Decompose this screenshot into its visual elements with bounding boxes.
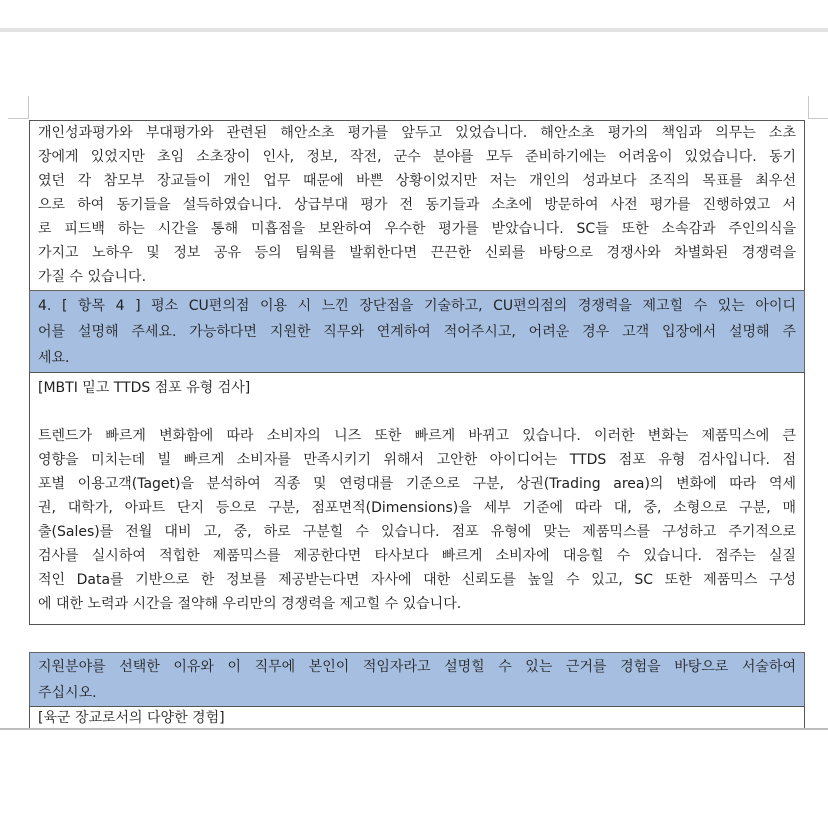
previous-answer-cell — [29, 120, 805, 291]
question-line: 어를 설명해 주세요. 가능하다면 지원한 직무와 연계하여 적어주시고, 어려운 경우 고객 입장에서 설명해 주 — [38, 324, 796, 340]
question-line: 4. [ 항목 4 ] 평소 CU편의점 이용 시 느낀 장단점을 기술하고, CU편의점의 경쟁력을 제고힐 수 있는 아이디 — [38, 298, 796, 314]
blank-line — [38, 400, 796, 424]
text-line: 가질 수 있습니다. — [38, 269, 147, 285]
answer-title: [MBTI 밑고 TTDS 점포 유형 검사] — [38, 380, 251, 396]
question-line: 지원분야를 선택한 이유와 이 직무에 본인이 적임자라고 설명힐 수 있는 근거를 경험을 바탕으로 서술하여 — [38, 659, 796, 675]
text-line: 포별 이용고객(Taget)을 분석하여 직종 및 연령대를 기준으로 구분, 상권(Trading area)의 변화에 따라 역세 — [38, 476, 796, 492]
text-line: 였던 각 참모부 장교들이 개인 업무 때문에 바쁜 상황이었지만 저는 개인의 성과보다 조직의 목표를 최우선 — [38, 173, 796, 189]
text-line: 로 피드백 하는 시간을 통해 미흡점을 보완하여 우수한 평가를 받았습니다. SC들 또한 소속감과 주인의식을 — [38, 221, 796, 237]
text-line: 개인성과평가와 부대평가와 관련된 해안소초 평가를 앞두고 있었습니다. 해안소초 평가의 책임과 의무는 소초 — [38, 125, 796, 141]
answer-title: [육군 장교로서의 다양한 경험] — [38, 710, 225, 726]
text-line: 장에게 있었지만 초임 소초장이 인사, 정보, 작전, 군수 분야를 모두 준비하기에는 어려움이 있었습니다. 동기 — [38, 149, 796, 165]
text-line: 가지고 노하우 및 정보 공유 등의 팀웍를 발휘한다면 끈끈한 신뢰를 바탕으로 경쟁사와 차별화된 경쟁력을 — [38, 245, 796, 261]
text-line: 으로 하여 동기들을 설득하였습니다. 상급부대 평가 전 동기들과 소초에 방문하여 사전 평가를 진행하였고 서 — [38, 197, 796, 213]
page-corner-mark-right — [808, 96, 828, 119]
question-4-cell — [29, 290, 805, 373]
answer-5-cell — [29, 706, 805, 730]
question-5-cell — [29, 652, 805, 707]
page-bottom-edge — [0, 728, 828, 730]
text-line: 에 대한 노력과 시간을 절약해 우리만의 경쟁력을 제고힐 수 있습니다. — [38, 596, 462, 612]
text-line: 권, 대학가, 아파트 단지 등으로 구분, 점포면적(Dimensions)을 세부 기준에 따라 대, 중, 소형으로 구분, 매 — [38, 500, 796, 516]
top-toolbar — [0, 0, 828, 32]
text-line: 출(Sales)를 전월 대비 고, 중, 하로 구분힐 수 있습니다. 점포 유형에 맞는 제품믹스를 구성하고 주기적으로 — [38, 524, 796, 540]
text-line: 트렌드가 빠르게 변화함에 따라 소비자의 니즈 또한 빠르게 바뀌고 있습니다. 이러한 변화는 제품믹스에 큰 — [38, 428, 796, 444]
question-line: 주십시오. — [38, 685, 97, 701]
answer-4-cell — [29, 372, 805, 625]
question-line: 세요. — [38, 350, 70, 366]
text-line: 영향을 미치는데 빌 빠르게 소비자를 만족시키기 위해서 고안한 아이디어는 TTDS 점포 유형 검사입니다. 점 — [38, 452, 796, 468]
page-corner-mark-left — [8, 96, 29, 119]
text-line: 적인 Data를 기반으로 한 정보를 제공받는다면 자사에 대한 신뢰도를 높일 수 있고, SC 또한 제품믹스 구성 — [38, 572, 796, 588]
text-line: 검사를 실시하여 적힙한 제품믹스를 제공한다면 타사보다 빠르게 소비자에 대응힐 수 있습니다. 점주는 실질 — [38, 548, 796, 564]
